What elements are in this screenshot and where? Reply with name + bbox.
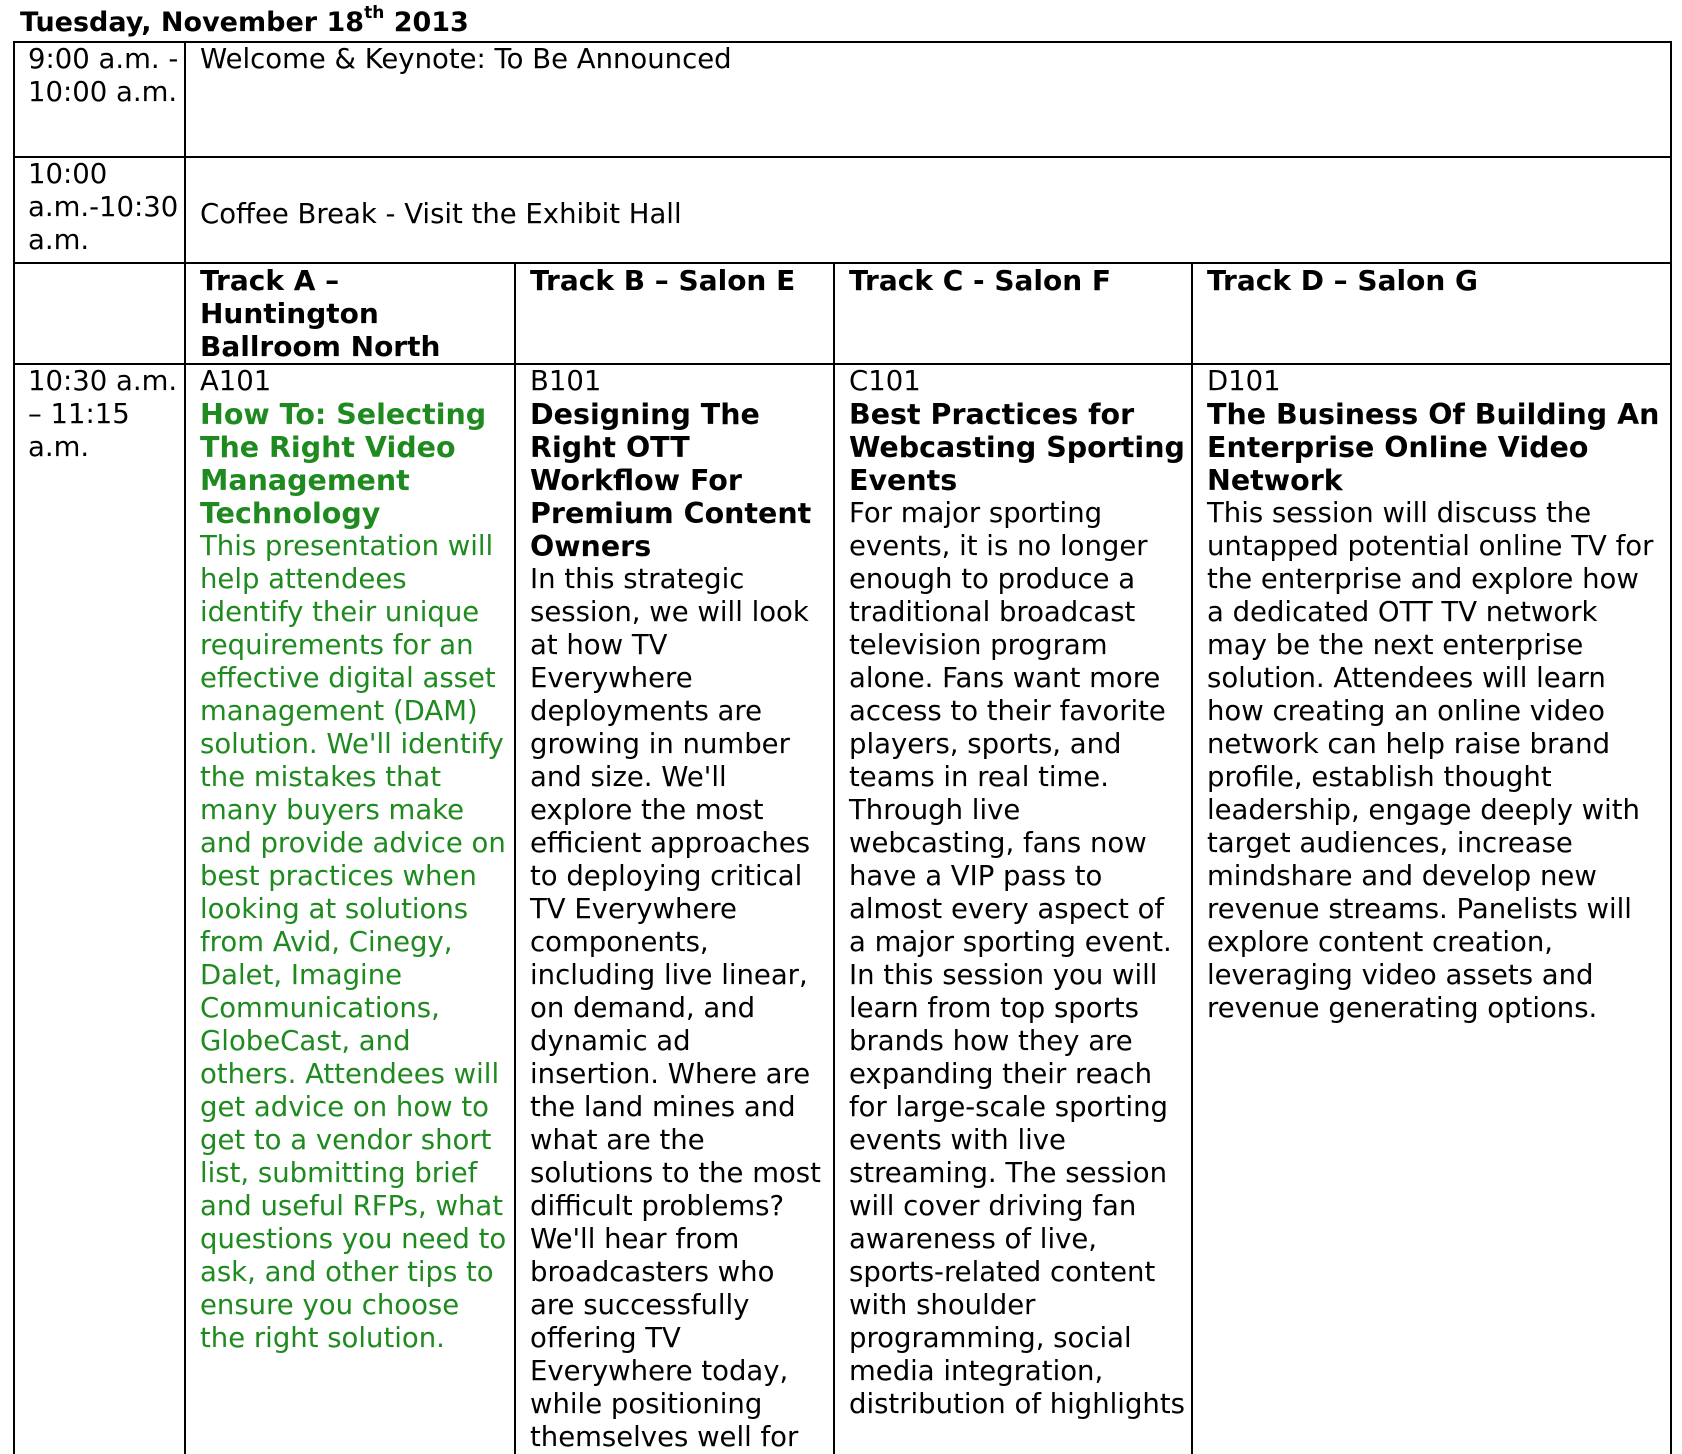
- session-d-description: This session will discuss the untapped potential online TV for the enterprise and explore how a dedicated OTT TV network may be the next enterprise solution. Attendees will learn how creating an online video network can help raise brand profile, establish thought leadership, engage deeply with target audiences, increase mindshare and develop new revenue streams. Panelists will explore content creation, leveraging video assets and revenue generating options.: [1207, 497, 1654, 1024]
- track-b-label: Track B – Salon E: [530, 264, 796, 297]
- session-a-cell: [185, 364, 515, 1454]
- coffee-break-row: [14, 157, 1671, 263]
- day-heading-date: Tuesday, November 18: [20, 7, 365, 38]
- keynote-time: 9:00 a.m. - 10:00 a.m.: [14, 42, 185, 157]
- track-c-header: [834, 263, 1192, 364]
- session-b-cell: [515, 364, 834, 1454]
- track-c-label: Track C - Salon F: [849, 264, 1112, 297]
- session-b-code: B101: [530, 365, 602, 397]
- coffee-break-description: Coffee Break - Visit the Exhibit Hall: [200, 198, 682, 230]
- session-row: [14, 364, 1671, 1454]
- session-a-title: How To: Selecting The Right Video Management Technology: [200, 398, 487, 530]
- track-header-row: [14, 263, 1671, 364]
- track-d-label: Track D – Salon G: [1207, 264, 1478, 297]
- day-heading-ordinal: th: [364, 3, 385, 23]
- session-b-title: Designing The Right OTT Workflow For Premium Content Owners: [530, 398, 812, 563]
- session-d-code: D101: [1207, 365, 1281, 397]
- track-header-empty-cell: [14, 263, 185, 364]
- day-heading: [20, 3, 469, 40]
- keynote-row: [14, 42, 1671, 157]
- session-a-code: A101: [200, 365, 272, 397]
- session-d-title: The Business Of Building An Enterprise Online Video Network: [1207, 398, 1660, 497]
- track-a-label: Track A – Huntington Ballroom North: [200, 264, 441, 363]
- session-c-description: For major sporting events, it is no longer enough to produce a traditional broadcast television program alone. Fans want more access to their favorite players, sports, and teams in real time. Through live webcasting, fans now have a VIP pass to almost every aspect of a major sporting event. In this session you will learn from top sports brands how they are expanding their reach for large-scale sporting events with live streaming. The session will cover driving fan awareness of live, sports-related content with shoulder programming, social media integration, distribution of highlights: [849, 497, 1185, 1420]
- session-d-cell: [1192, 364, 1671, 1454]
- session-b-description: In this strategic session, we will look at how TV Everywhere deployments are growing in number and size. We'll explore the most efficient approaches to deploying critical TV Everywhere components, including live linear, on demand, and dynamic ad insertion. Where are the land mines and what are the solutions to the most difficult problems? We'll hear from broadcasters who are successfully offering TV Everywhere today, while positioning themselves well for: [530, 563, 821, 1453]
- schedule-table: [13, 41, 1672, 1454]
- session-c-cell: [834, 364, 1192, 1454]
- track-a-header: [185, 263, 515, 364]
- keynote-description: Welcome & Keynote: To Be Announced: [185, 42, 1671, 157]
- coffee-break-cell: [185, 157, 1671, 263]
- day-heading-year: 2013: [384, 7, 469, 38]
- session-time: 10:30 a.m. – 11:15 a.m.: [14, 364, 185, 1454]
- session-c-code: C101: [849, 365, 921, 397]
- coffee-break-time: 10:00 a.m.-10:30 a.m.: [14, 157, 185, 263]
- session-c-title: Best Practices for Webcasting Sporting Events: [849, 398, 1185, 497]
- track-b-header: [515, 263, 834, 364]
- track-d-header: [1192, 263, 1671, 364]
- session-a-description: This presentation will help attendees identify their unique requirements for an effective digital asset management (DAM) solution. We'll identify the mistakes that many buyers make and provide advice on best practices when looking at solutions from Avid, Cinegy, Dalet, Imagine Communications, GlobeCast, and others. Attendees will get advice on how to get to a vendor short list, submitting brief and useful RFPs, what questions you need to ask, and other tips to ensure you choose the right solution.: [200, 530, 507, 1354]
